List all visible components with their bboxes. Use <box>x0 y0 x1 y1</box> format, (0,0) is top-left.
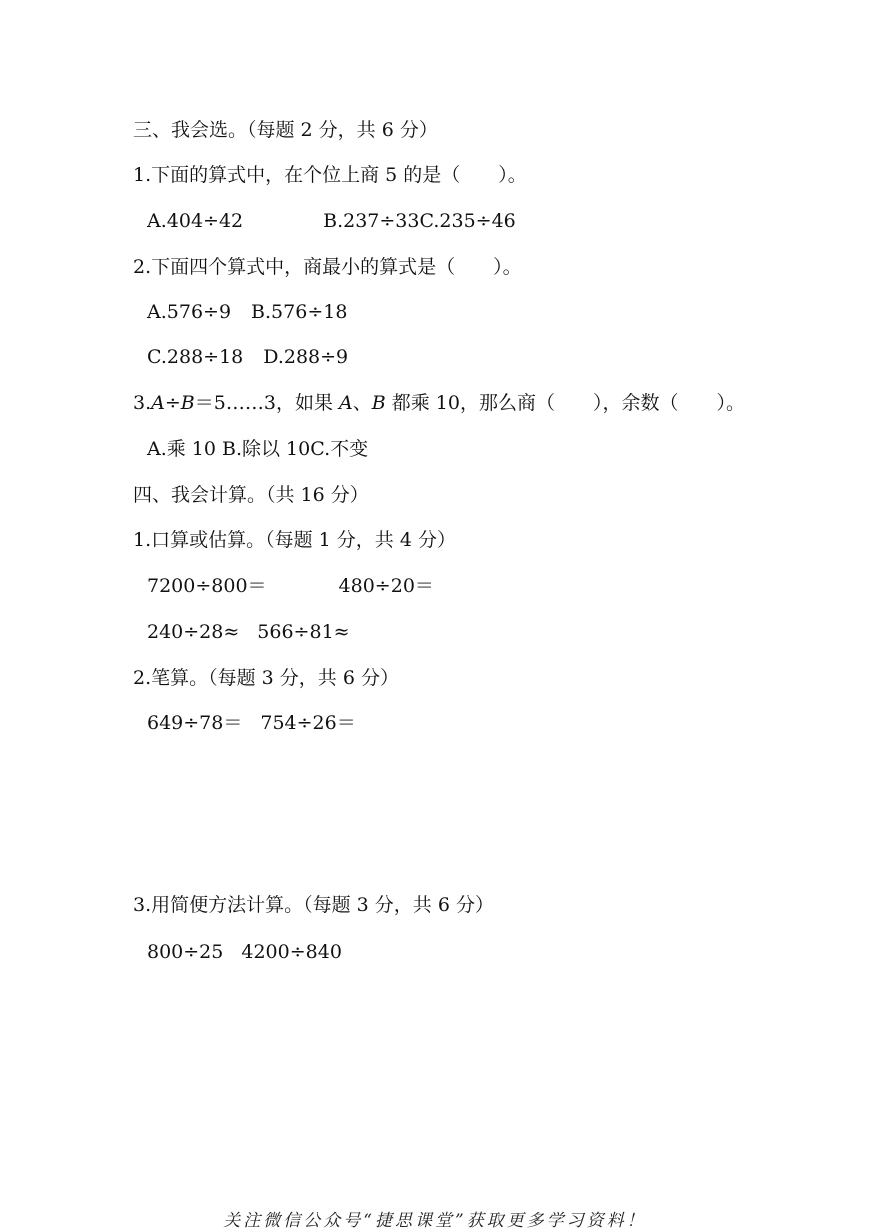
part-2-title: 2.笔算。（每题 3 分，共 6 分） <box>133 667 399 689</box>
question-1-stem: 1.下面的算式中，在个位上商 5 的是（ ）。 <box>133 164 527 186</box>
expr-240-28: 240÷28≈ <box>147 621 240 643</box>
q3-var-a: A <box>151 392 165 414</box>
q3-prefix: 3. <box>133 392 152 414</box>
q2-option-c: C.288÷18 <box>147 346 244 368</box>
question-2-options-row2 <box>147 345 348 369</box>
part-1-row1 <box>147 574 434 598</box>
expr-649-78: 649÷78＝ <box>147 712 243 734</box>
question-3-stem <box>133 391 745 415</box>
q3-sep: 、 <box>352 392 372 414</box>
expr-754-26: 754÷26＝ <box>260 712 356 734</box>
expr-566-81: 566÷81≈ <box>257 621 350 643</box>
q3-tail: 都乘 10，那么商（ ），余数（ ）。 <box>385 392 745 414</box>
part-2-row <box>147 711 356 735</box>
question-1-options <box>147 209 516 233</box>
q1-option-a: A.404÷42 <box>147 210 244 232</box>
expr-4200-840: 4200÷840 <box>241 941 342 963</box>
expr-480-20: 480÷20＝ <box>338 575 434 597</box>
expr-800-25: 800÷25 <box>147 941 224 963</box>
q1-option-bc: B.237÷33C.235÷46 <box>323 210 516 232</box>
q2-option-a: A.576÷9 <box>147 301 232 323</box>
part-3-row <box>147 940 342 964</box>
q2-option-b: B.576÷18 <box>251 301 348 323</box>
part-1-row2 <box>147 620 350 644</box>
question-2-options-row1 <box>147 300 347 324</box>
footer-note: 关注微信公众号“捷思课堂”获取更多学习资料！ <box>223 1211 647 1231</box>
question-3-options: A.乘 10 B.除以 10C.不变 <box>147 438 369 460</box>
q3-div: ÷ <box>164 392 181 414</box>
part-3-title: 3.用简便方法计算。（每题 3 分，共 6 分） <box>133 894 494 916</box>
q3-var-b: B <box>180 392 195 414</box>
q3-var-b2: B <box>371 392 386 414</box>
q2-option-d: D.288÷9 <box>263 346 349 368</box>
q3-var-a2: A <box>338 392 353 414</box>
question-2-stem: 2.下面四个算式中，商最小的算式是（ ）。 <box>133 256 522 278</box>
section-4-title: 四、我会计算。（共 16 分） <box>133 484 369 506</box>
part-1-title: 1.口算或估算。（每题 1 分，共 4 分） <box>133 529 456 551</box>
section-3-title: 三、我会选。（每题 2 分，共 6 分） <box>133 119 438 141</box>
q3-mid: ＝5……3，如果 <box>194 392 339 414</box>
expr-7200-800: 7200÷800＝ <box>147 575 267 597</box>
